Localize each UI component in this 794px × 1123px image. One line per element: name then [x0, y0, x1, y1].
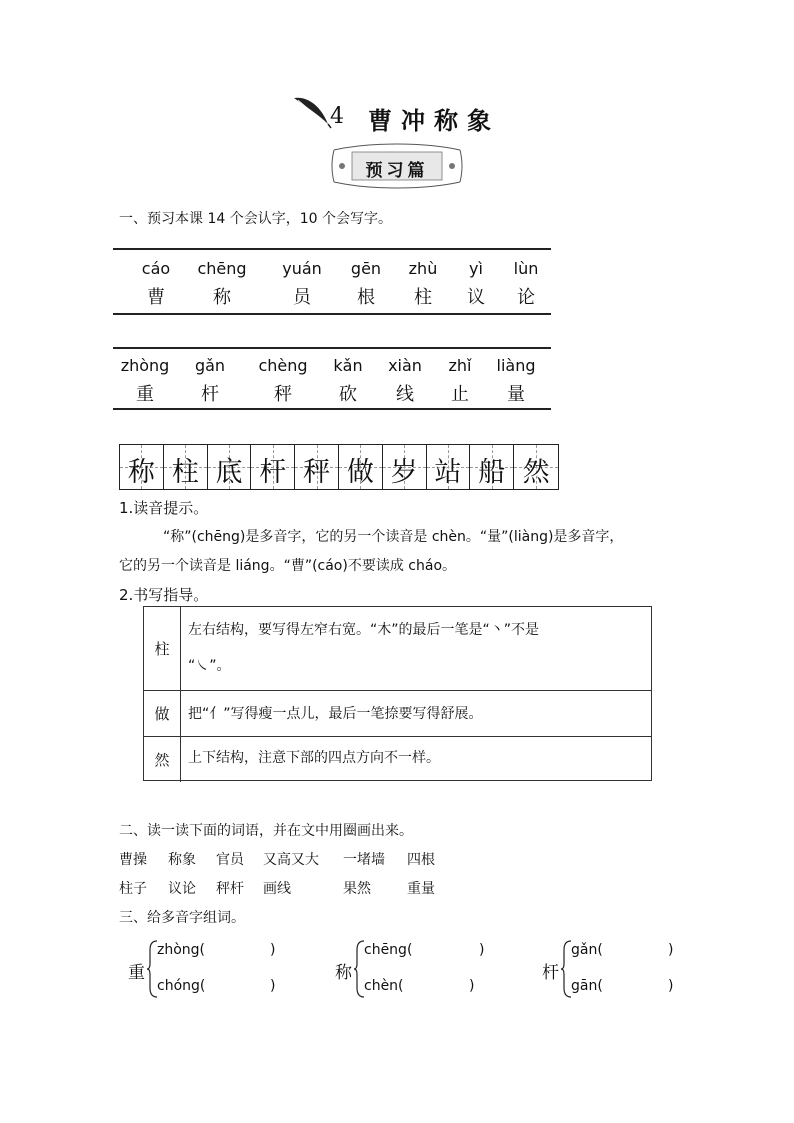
grid-char: 柱 [171, 457, 199, 488]
pinyin-label: liàng [496, 356, 536, 375]
word: 一堵墙 [343, 852, 385, 868]
grid-cell [514, 445, 558, 489]
grid-cell [427, 445, 471, 489]
word: 果然 [343, 881, 371, 897]
word: 秤杆 [216, 881, 244, 897]
reading-b: chóng( [157, 978, 206, 994]
reading-a: zhòng( [157, 942, 206, 958]
grid-cell [383, 445, 427, 489]
reading-b: chèn( [364, 978, 404, 994]
reading-a: chēng( [364, 942, 413, 958]
hanzi-char: 重 [136, 384, 154, 405]
guide-row [144, 607, 651, 691]
grid-cell [251, 445, 295, 489]
grid-char: 站 [434, 457, 462, 488]
table-rule [113, 408, 551, 410]
pinyin-label: zhù [408, 259, 438, 278]
word-row-2 [119, 878, 559, 898]
guide-text: 把“亻”写得瘦一点儿，最后一笔捺要写得舒展。 [188, 706, 483, 722]
hanzi-char: 量 [507, 384, 525, 405]
hanzi-char: 议 [467, 287, 485, 308]
polyphone-group [128, 938, 288, 1000]
polyphone-group [335, 938, 495, 1000]
grid-char: 船 [478, 457, 506, 488]
pinyin-label: lùn [513, 259, 539, 278]
word: 重量 [407, 881, 435, 897]
guide-row [144, 691, 651, 737]
grid-cell [470, 445, 514, 489]
grid-cell [208, 445, 252, 489]
pinyin-label: gǎn [194, 356, 226, 375]
guide-char: 然 [144, 737, 181, 782]
guide-char: 柱 [144, 607, 181, 690]
hanzi-char: 秤 [274, 384, 292, 405]
quill-icon [292, 94, 332, 130]
tip1-line2: 它的另一个读音是 liáng。“曹”(cáo)不要读成 cháo。 [119, 558, 457, 574]
section3-heading: 三、给多音字组词。 [119, 910, 245, 926]
pinyin-label: yuán [282, 259, 322, 278]
hanzi-char: 柱 [414, 287, 432, 308]
reading-b: gān( [571, 978, 603, 994]
pinyin-label: gēn [350, 259, 382, 278]
section2-heading: 二、读一读下面的词语，并在文中用圈画出来。 [119, 823, 413, 839]
grid-char: 秤 [303, 457, 331, 488]
banner-title: 预习篇 [365, 161, 429, 181]
word: 官员 [216, 852, 244, 868]
paren-close: ) [270, 978, 276, 994]
grid-char: 杆 [259, 457, 287, 488]
guide-text: 左右结构，要写得左窄右宽。“木”的最后一笔是“丶”不是 “㇏”。 [188, 622, 540, 674]
word: 称象 [168, 852, 196, 868]
section1-heading: 一、预习本课 14 个会认字，10 个会写字。 [119, 211, 392, 227]
word: 议论 [168, 881, 196, 897]
lesson-title: 曹冲称象 [368, 106, 500, 135]
pinyin-label: kǎn [333, 356, 363, 375]
tip1-heading: 1.读音提示。 [119, 499, 209, 517]
word: 柱子 [119, 881, 147, 897]
word: 曹操 [119, 852, 147, 868]
tip2-heading: 2.书写指导。 [119, 586, 209, 604]
pinyin-label: yì [469, 259, 483, 278]
hanzi-char: 线 [396, 384, 414, 405]
pinyin-label: chèng [258, 356, 308, 375]
writing-guide-table [143, 606, 652, 781]
reading-a: gǎn( [571, 942, 603, 958]
hanzi-char: 曹 [147, 287, 165, 308]
table-rule [113, 248, 551, 250]
paren-close: ) [668, 942, 674, 958]
hanzi-char: 杆 [201, 384, 219, 405]
paren-close: ) [668, 978, 674, 994]
grid-char: 岁 [390, 457, 418, 488]
guide-row [144, 737, 651, 782]
paren-close: ) [469, 978, 475, 994]
table-rule [113, 347, 551, 349]
hanzi-char: 根 [357, 287, 375, 308]
pinyin-label: xiàn [388, 356, 422, 375]
word-row-1 [119, 849, 559, 869]
writing-grid [119, 444, 559, 490]
polyphone-char: 杆 [542, 963, 559, 983]
hanzi-char: 员 [293, 287, 311, 308]
grid-cell [120, 445, 164, 489]
paren-close: ) [270, 942, 276, 958]
hanzi-char: 论 [517, 287, 535, 308]
hanzi-char: 止 [451, 384, 469, 405]
word: 画线 [263, 881, 291, 897]
grid-char: 然 [522, 457, 550, 488]
word: 四根 [407, 852, 435, 868]
table-rule [113, 313, 551, 315]
pinyin-label: chēng [197, 259, 247, 278]
grid-char: 做 [346, 457, 374, 488]
grid-cell [164, 445, 208, 489]
paren-close: ) [479, 942, 485, 958]
word: 又高又大 [263, 852, 319, 868]
pinyin-label: zhǐ [448, 356, 472, 375]
guide-char: 做 [144, 691, 181, 736]
polyphone-char: 称 [335, 963, 352, 983]
polyphone-group [542, 938, 682, 1000]
hanzi-char: 称 [213, 287, 231, 308]
hanzi-char: 砍 [339, 384, 357, 405]
polyphone-char: 重 [128, 963, 145, 983]
pinyin-label: cáo [141, 259, 171, 278]
grid-cell [339, 445, 383, 489]
lesson-number: 4 [330, 104, 344, 129]
grid-char: 称 [127, 457, 155, 488]
tip1-line1: “称”(chēng)是多音字，它的另一个读音是 chèn。“量”(liàng)是多音字， [163, 529, 624, 545]
grid-char: 底 [215, 457, 243, 488]
pinyin-label: zhòng [120, 356, 170, 375]
grid-cell [295, 445, 339, 489]
guide-text: 上下结构，注意下部的四点方向不一样。 [188, 750, 440, 766]
